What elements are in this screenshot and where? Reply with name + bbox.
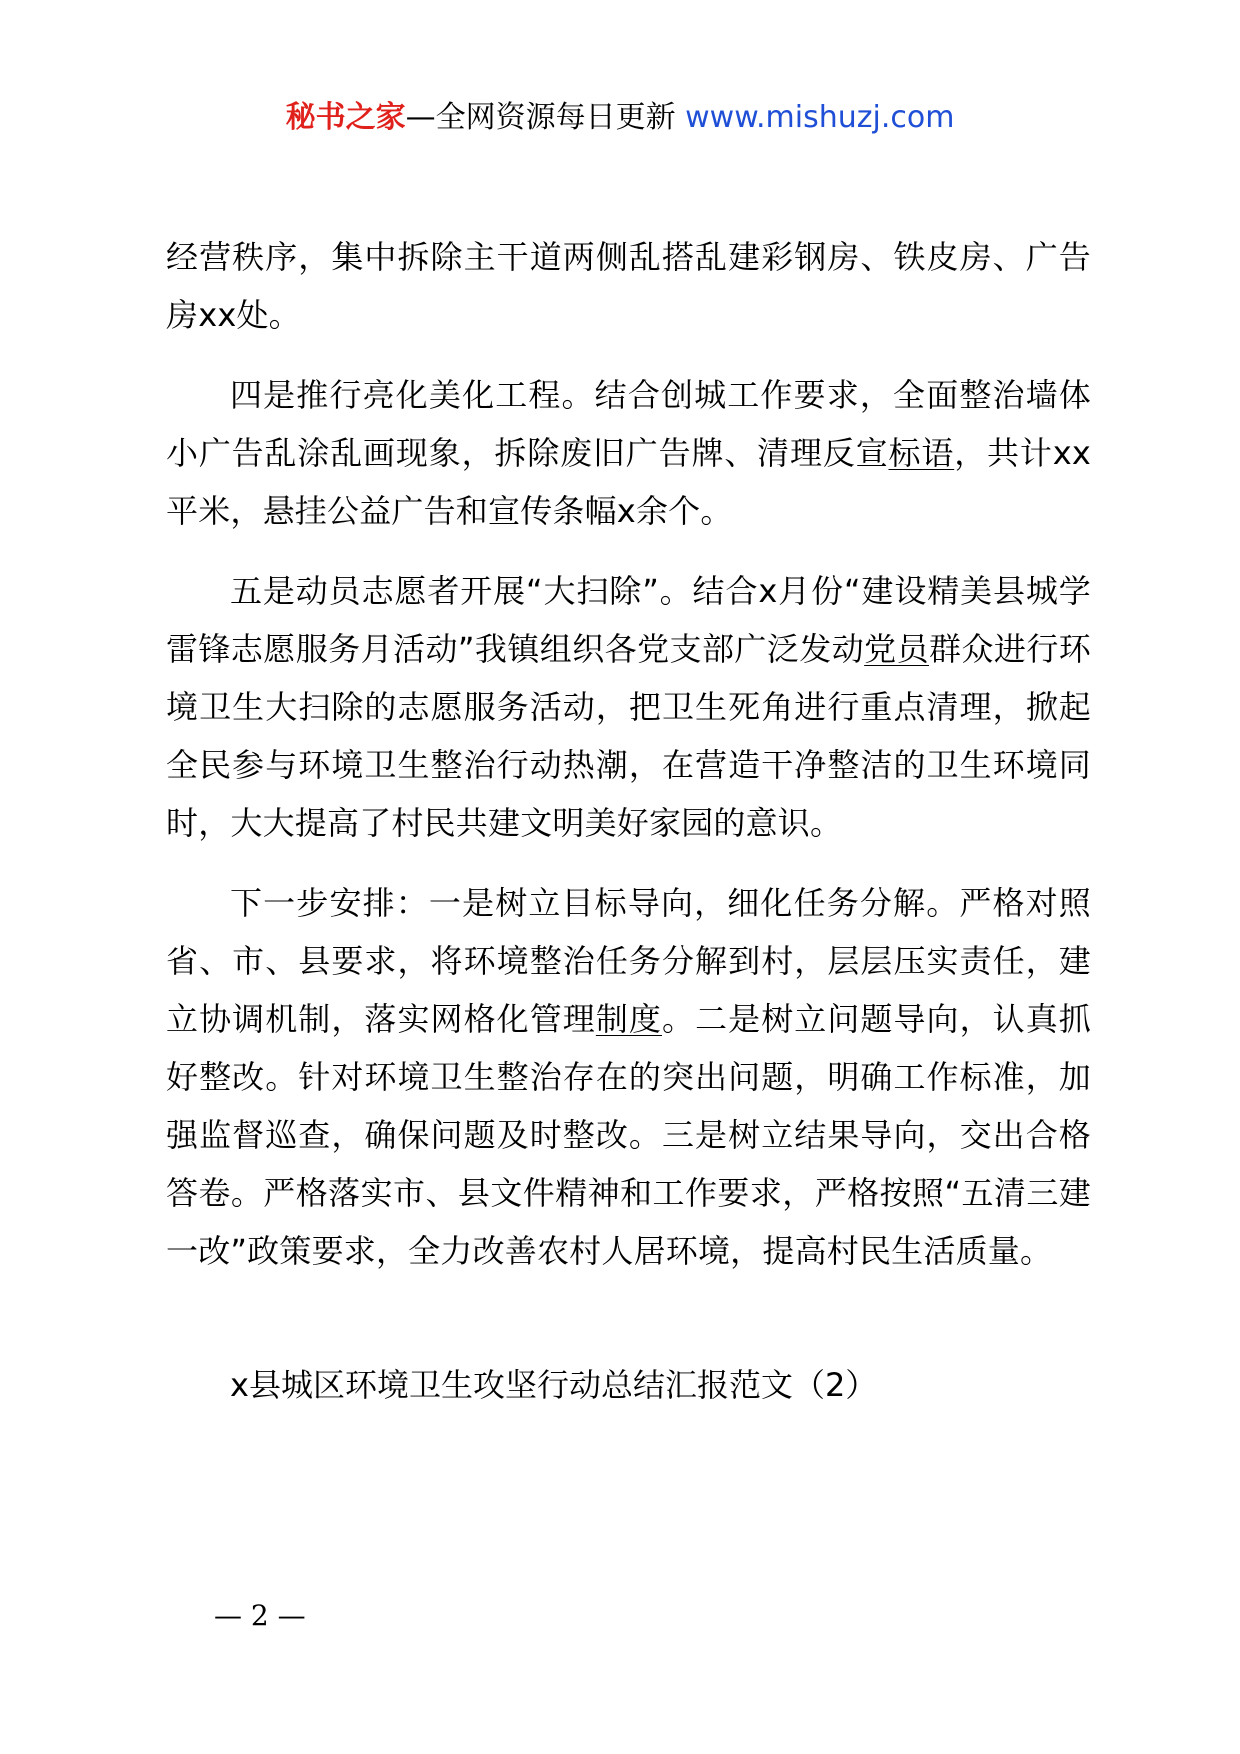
paragraph-lighting-project (166, 366, 1091, 540)
paragraph-text: ，共计xx平米，悬挂公益广告和宣传条幅x余个。 (166, 434, 1091, 530)
paragraph-text: 经营秩序，集中拆除主干道两侧乱搭乱建彩钢房、铁皮房、广告房xx处。 (166, 238, 1091, 334)
paragraph-text: 。二是树立问题导向，认真抓好整改。针对环境卫生整治存在的突出问题，明确工作标准，加强监督巡查，确保问题及时整改。三是树立结果导向，交出合格答卷。严格落实市、县文件精神和工作要求，严格按照“五清三建一改”政策要求，全力改善农村人居环境，提高村民生活质量。 (166, 1000, 1091, 1270)
site-header (0, 98, 1240, 138)
paragraph-text: 四是推行亮化美化工程。结合创城工作要求，全面整治墙体小广告乱涂乱画现象，拆除废旧广告牌、清理反宣 (166, 376, 1091, 472)
keyword-link-party-member[interactable]: 党员 (864, 630, 930, 668)
paragraph-text: 下一步安排：一是树立目标导向，细化任务分解。严格对照省、市、县要求，将环境整治任务分解到村，层层压实责任，建立协调机制，落实网格化管理 (166, 884, 1091, 1038)
document-body (166, 228, 1091, 1302)
paragraph-text: 五是动员志愿者开展“大扫除”。结合x月份“建设精美县城学雷锋志愿服务月活动”我镇组织各党支部广泛发动 (166, 572, 1091, 668)
paragraph-volunteer-cleanup (166, 562, 1091, 852)
site-url-link[interactable]: www.mishuzj.com (685, 100, 955, 135)
brand-name: 秘书之家 (285, 100, 406, 135)
keyword-link-slogan[interactable]: 标语 (888, 434, 955, 472)
paragraph-next-steps (166, 874, 1091, 1280)
section-subtitle: x县城区环境卫生攻坚行动总结汇报范文（2） (230, 1366, 878, 1404)
keyword-link-system[interactable]: 制度 (595, 1000, 662, 1038)
page-number: — 2 — (214, 1599, 306, 1632)
header-tagline: —全网资源每日更新 (405, 100, 676, 135)
paragraph-text: 群众进行环境卫生大扫除的志愿服务活动，把卫生死角进行重点清理，掀起全民参与环境卫生整治行动热潮，在营造干净整洁的卫生环境同时，大大提高了村民共建文明美好家园的意识。 (166, 630, 1091, 842)
paragraph-continued (166, 228, 1091, 344)
